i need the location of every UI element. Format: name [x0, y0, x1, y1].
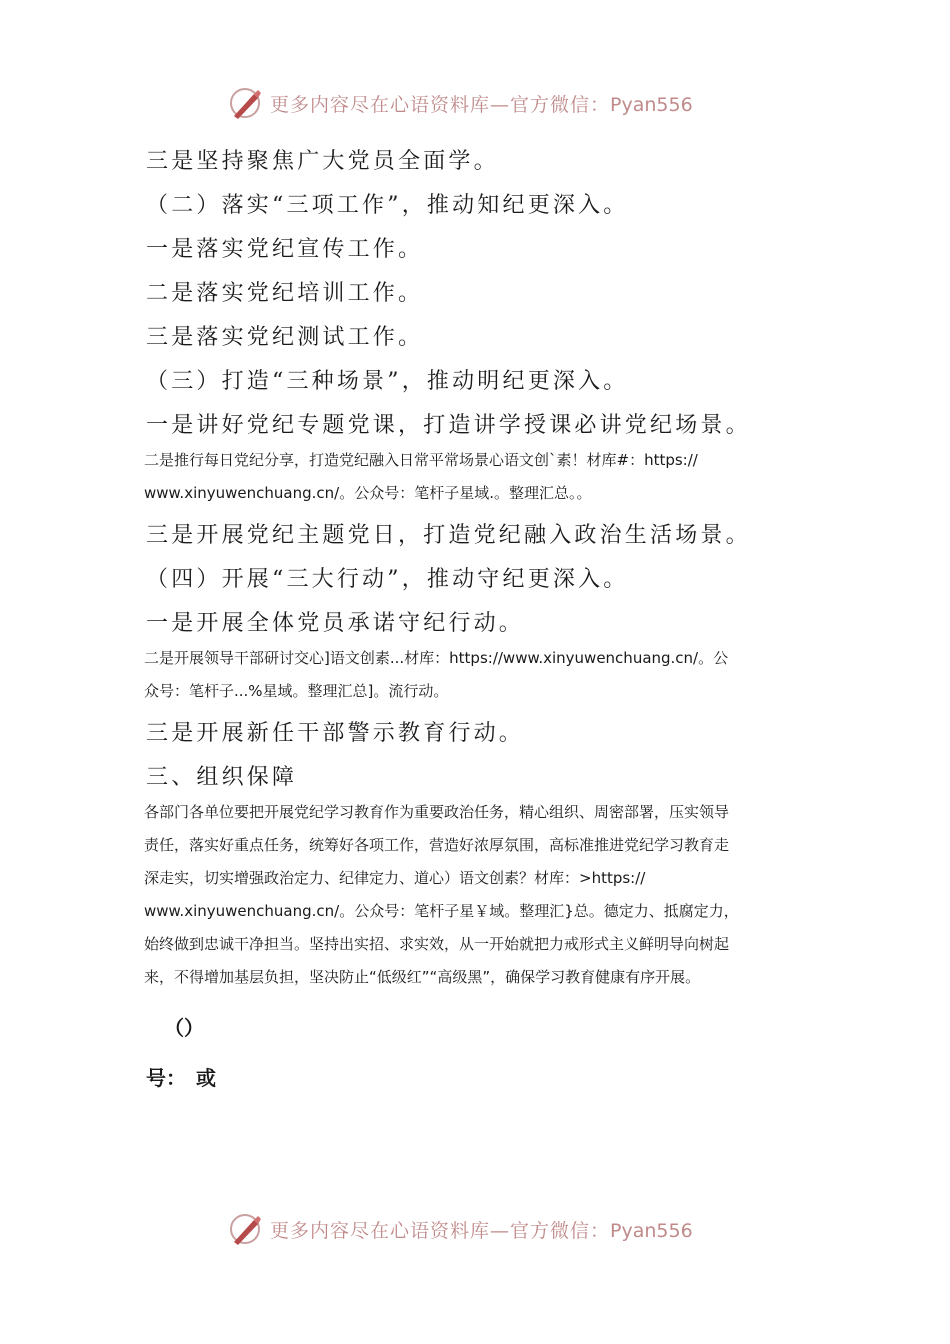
section-heading: 三、组织保障 — [146, 765, 298, 790]
text-line: 三是坚持聚焦广大党员全面学。 — [146, 149, 499, 174]
section-heading: （四）开展“三大行动”，推动守纪更深入。 — [146, 567, 629, 592]
banner-text: 更多内容尽在心语资料库—官方微信：Pyan556 — [270, 1219, 693, 1242]
paragraph — [144, 642, 812, 708]
para-line: 始终做到忠诚干净担当。坚持出实招、求实效，从一开始就把力戒形式主义鲜明导向树起 — [144, 935, 730, 953]
text-line: 三是开展新任干部警示教育行动。 — [146, 721, 525, 746]
banner-text: 更多内容尽在心语资料库—官方微信：Pyan556 — [270, 93, 693, 116]
text-line: 一是开展全体党员承诺守纪行动。 — [146, 611, 525, 636]
paragraph — [144, 444, 812, 510]
para-line: 二是推行每日党纪分享，打造党纪融入日常平常场景心语文创`素！材库#：https:// — [144, 451, 698, 469]
pen-logo-icon — [228, 1212, 264, 1246]
para-line: 二是开展领导干部研讨交心]语文创素...材库：https://www.xinyuwenchuang.cn/。公 — [144, 649, 729, 667]
para-line: 责任，落实好重点任务，统筹好各项工作，营造好浓厚氛围，高标准推进党纪学习教育走 — [144, 836, 730, 854]
body-paragraph — [144, 796, 812, 994]
text-line: 三是落实党纪测试工作。 — [146, 325, 424, 350]
bold-text: 号： 或 — [146, 1066, 216, 1090]
text-line: 二是落实党纪培训工作。 — [146, 281, 424, 306]
pen-logo-icon — [228, 86, 264, 120]
para-line: www.xinyuwenchuang.cn/。公众号：笔杆子星域.。整理汇总。。 — [144, 484, 592, 502]
section-heading: （二）落实“三项工作”，推动知纪更深入。 — [146, 193, 629, 218]
para-line: 各部门各单位要把开展党纪学习教育作为重要政治任务，精心组织、周密部署，压实领导 — [144, 803, 730, 821]
footer-banner — [228, 1212, 693, 1246]
bold-text: （） — [164, 1016, 204, 1040]
para-line: 众号：笔杆子...%星域。整理汇总]。流行动。 — [144, 682, 449, 700]
header-banner — [228, 86, 693, 120]
text-line: 一是讲好党纪专题党课，打造讲学授课必讲党纪场景。 — [146, 413, 751, 438]
para-line: www.xinyuwenchuang.cn/。公众号：笔杆子星￥域。整理汇}总。德定力、抵腐定力， — [144, 902, 739, 920]
para-line: 深走实，切实增强政治定力、纪律定力、道心）语文创素？材库：>https:// — [144, 869, 646, 887]
text-line: 一是落实党纪宣传工作。 — [146, 237, 424, 262]
para-line: 来，不得增加基层负担，坚决防止“低级红”“高级黑”，确保学习教育健康有序开展。 — [144, 968, 701, 986]
text-line: 三是开展党纪主题党日，打造党纪融入政治生活场景。 — [146, 523, 751, 548]
section-heading: （三）打造“三种场景”，推动明纪更深入。 — [146, 369, 629, 394]
